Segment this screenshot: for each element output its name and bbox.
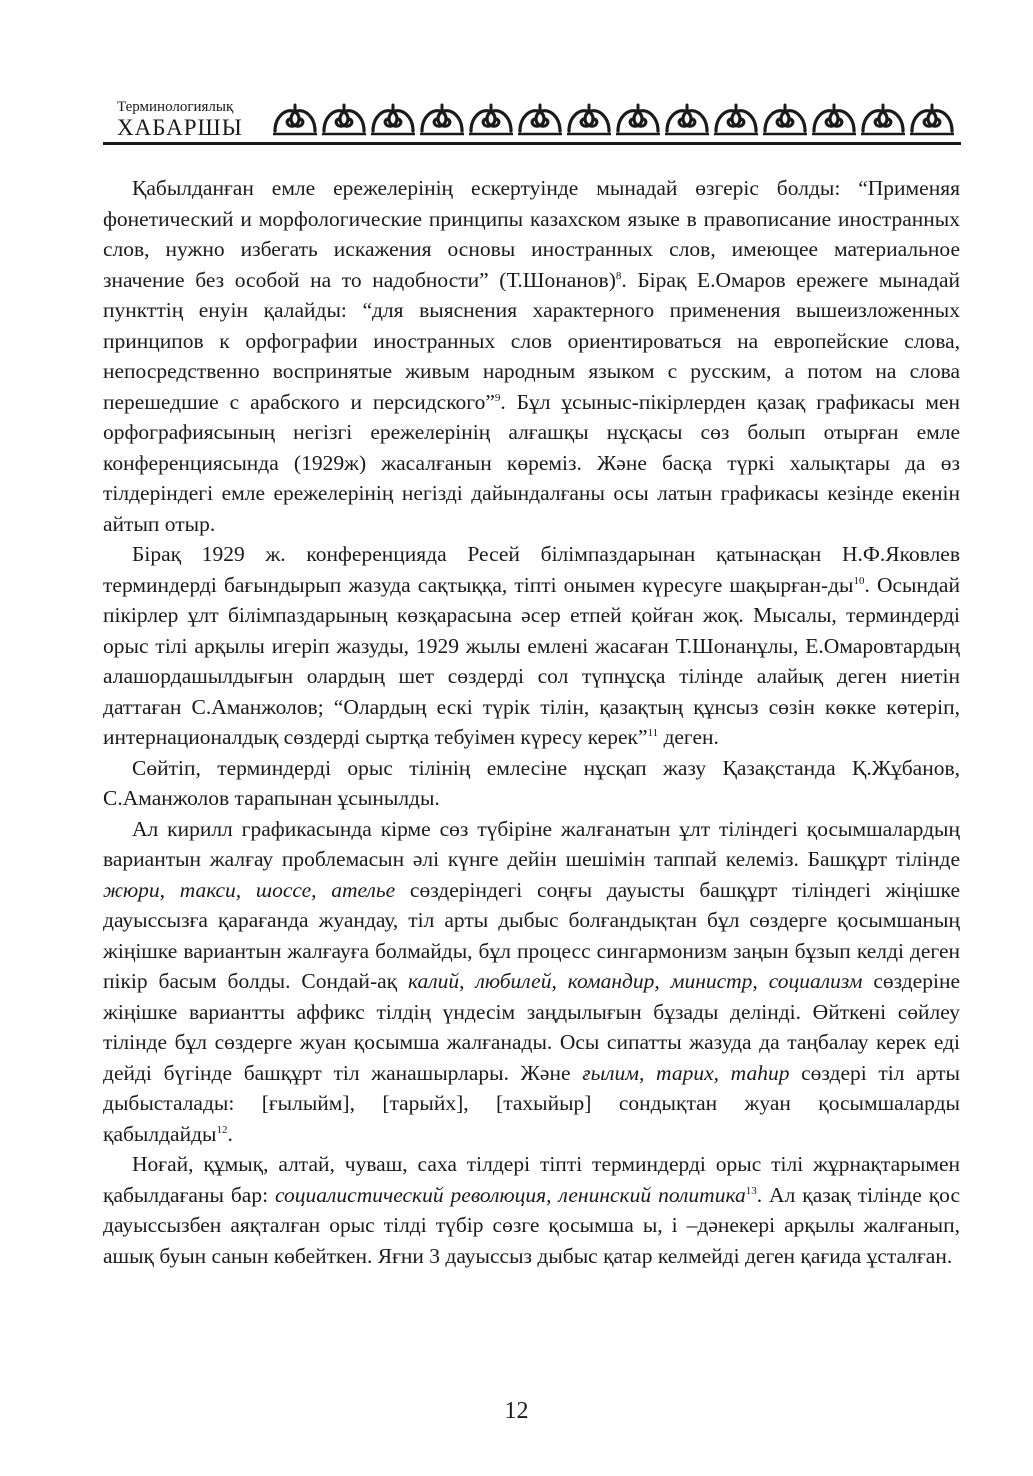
ornament-motif bbox=[763, 105, 807, 134]
journal-title-small: Терминологиялық bbox=[117, 99, 234, 115]
paragraph-2 bbox=[103, 539, 960, 753]
text-run: . Бірақ Е.Омаров ережеге мынадай пункттің енуін қалайды: “для выяснения характерного применения вышеизложенных принципов к орфографии иностранных слов ориентироваться на европейские слова, непосредственно воспринятые живым народным языком с русским, а потом на слова перешедшие с арабского и персидского” bbox=[103, 267, 960, 414]
ornament-motif bbox=[322, 105, 366, 134]
footnote-ref: 8 bbox=[615, 269, 622, 282]
footnote-ref: 10 bbox=[853, 574, 865, 587]
paragraph-5 bbox=[103, 1149, 960, 1271]
paragraph-4 bbox=[103, 814, 960, 1150]
footnote-ref: 12 bbox=[216, 1123, 228, 1136]
ornament-motif bbox=[665, 105, 709, 134]
ornament-motif bbox=[567, 105, 611, 134]
ornament-motif bbox=[910, 105, 954, 134]
italic-term: жюри, такси, шоссе, ателье bbox=[103, 877, 396, 902]
paragraph-1 bbox=[103, 173, 960, 539]
ornament-border bbox=[271, 101, 961, 139]
ornament-motif bbox=[861, 105, 905, 134]
ornament-motif bbox=[469, 105, 513, 134]
text-run: сөздеріне жіңішке вариантты аффикс тілдің үндесім заңдылығын бұзады делінді. Өйткені сөйлеу тілінде бұл сөздерге жуан қосымша жалғанады. Осы сипатты жазуда да таңбалау керек еді дейді бүгінде башқұрт тіл жанашырлары. Және bbox=[103, 969, 961, 1085]
text-run: . bbox=[227, 1121, 233, 1146]
text-run: . Бұл ұсыныс-пікірлерден қазақ графикасы мен орфографиясының негізгі ережелерінің алғашқы нұсқасы сөз болып отырған емле конференциясында (1929ж) жасалғанын көреміз. Және басқа түркі халықтары да өз тілдеріндегі емле ережелерінің негізді дайындалғаны осы латын графикасы кезінде екенін айтып отыр. bbox=[103, 389, 960, 536]
journal-header bbox=[103, 98, 961, 148]
text-run: деген. bbox=[658, 725, 719, 749]
ornament-motif bbox=[420, 105, 464, 134]
ornament-motif bbox=[812, 105, 856, 134]
text-run: . Осындай пікірлер ұлт білімпаздарының көзқарасына әсер етпей қойған жоқ. Мысалы, терминдерді орыс тілі арқылы игеріп жазуды, 1929 жылы емлені жасаған Т.Шонанұлы, Е.Омаровтардың алашордашылдығын олардың шет сөздерді сол түпнұсқа тілінде алайық деген ниетін даттаған С.Аманжолов; “Олардың ескі түрік тілін, қазақтың құнсыз сөзін көкке көтеріп, интернационалдық сөздерді сыртқа тебуімен күресу керек” bbox=[103, 572, 960, 749]
ornament-motif bbox=[616, 105, 660, 134]
italic-term: социалистический революция, ленинский политика bbox=[275, 1182, 746, 1207]
text-run: Қабылданған емле ережелерінің ескертуінде мынадай өзгеріс болды: “Применяя фонетический и морфологические принципы казахском языке в правописание иностранных слов, нужно избегать искажения основы иностранных слов, имеющее материальное значение без особой на то надобности” (Т.Шонанов) bbox=[103, 176, 960, 292]
text-run: сөздері тіл арты дыбысталады: [ғылыйм], [тарыйх], [тахыйыр] сондықтан жуан қосымшаларды қабылдайды bbox=[103, 1060, 961, 1146]
italic-term: калий, любилей, командир, министр, социализм bbox=[408, 969, 863, 993]
main-text bbox=[103, 173, 960, 1271]
ornament-motif bbox=[273, 105, 317, 134]
text-run: . Ал қазақ тілінде қос дауыссызбен аяқталған орыс тілді түбір сөзге қосымша ы, і –дәнекері арқылы жалғанып, ашық буын санын көбейткен. Яғни 3 дауыссыз дыбыс қатар келмейді деген қағида ұсталған. bbox=[103, 1182, 960, 1268]
text-run: сөздеріндегі соңғы дауысты башқұрт тіліндегі жіңішке дауыссызға қарағанда жуандау, тіл арты дыбыс болғандықтан бұл сөздерге қосымшаның жіңішке вариантын жалғауға болмайды, бұл процесс сингармонизм заңын бұзып келді деген пікір басым болды. Сондай-ақ bbox=[103, 877, 960, 993]
text-run: Бірақ 1929 ж. конференцияда Ресей білімпаздарынан қатынасқан Н.Ф.Яковлев терминдерді бағындырып жазуда сақтыққа, тіпті онымен күресуге шақырған-ды bbox=[103, 542, 960, 597]
header-rule bbox=[103, 142, 961, 145]
page-number: 12 bbox=[504, 1398, 529, 1424]
footnote-ref: 13 bbox=[745, 1184, 757, 1197]
text-run: Сөйтіп, терминдерді орыс тілінің емлесіне нұсқап жазу Қазақстанда Қ.Жұбанов, С.Аманжолов тарапынан ұсынылды. bbox=[103, 755, 960, 810]
text-run: Ноғай, құмық, алтай, чуваш, саха тілдері тіпті терминдерді орыс тілі жұрнақтарымен қабылдағаны бар: bbox=[103, 1152, 960, 1207]
ornament-motif bbox=[371, 105, 415, 134]
text-run: Ал кирилл графикасында кірме сөз түбіріне жалғанатын ұлт тіліндегі қосымшалардың вариантын жалғау проблемасын әлі күнге дейін шешімін таппай келеміз. Башқұрт тілінде bbox=[103, 816, 960, 871]
paragraph-3 bbox=[103, 753, 960, 814]
italic-term: ғылим, тарих, таһир bbox=[582, 1060, 790, 1085]
journal-title-big: ХАБАРШЫ bbox=[117, 115, 243, 140]
footnote-ref: 11 bbox=[647, 726, 659, 739]
footnote-ref: 9 bbox=[494, 391, 501, 404]
ornament-motif bbox=[714, 105, 758, 134]
journal-title-block bbox=[117, 98, 267, 140]
ornament-motif bbox=[518, 105, 562, 134]
